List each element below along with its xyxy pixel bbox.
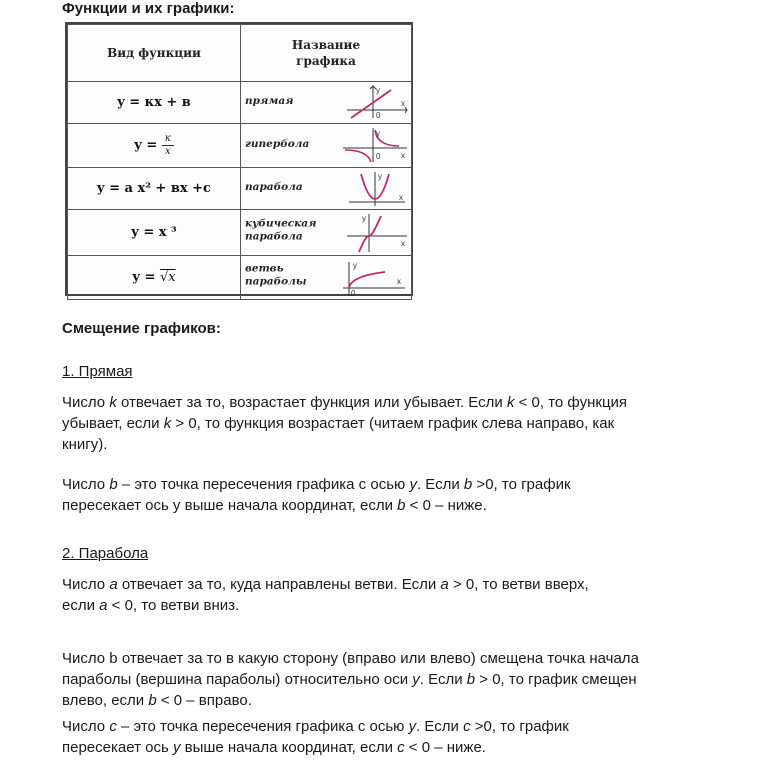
col1-header: Вид функции [68, 25, 241, 82]
axis-x-label: x [401, 99, 405, 108]
formula-parabola: y = a x² + вx +c [68, 168, 241, 210]
axis-zero-label: 0 [376, 111, 381, 120]
name-cell [241, 168, 412, 210]
parabola-graph-icon [339, 170, 409, 208]
axis-y-label: y [362, 214, 366, 223]
formula-cubic: y = x ³ [68, 210, 241, 256]
graph-name-branch-line2: параболы [245, 274, 307, 287]
table-header-row [68, 25, 412, 82]
graph-name-line: прямая [245, 94, 294, 107]
name-cell [241, 82, 412, 124]
axis-x-label: x [397, 277, 401, 286]
sqrt-graph-icon [339, 258, 409, 298]
axis-zero-label: 0 [351, 289, 356, 298]
axis-zero-label: 0 [376, 152, 381, 161]
table-row [68, 168, 412, 210]
name-cell [241, 124, 412, 168]
axis-x-label: x [399, 193, 403, 202]
graph-name-cubic-line2: парабола [245, 229, 303, 242]
table-row [68, 82, 412, 124]
axis-y-label: y [353, 261, 357, 270]
graph-name-cubic-line1: кубическая [245, 216, 317, 229]
formula-lead: y = [132, 270, 156, 285]
cubic-graph-icon [339, 212, 409, 254]
parabola-paragraph-1: Число a отвечает за то, куда направлены ветви. Если a > 0, то ветви вверх, если a < 0, то ветви вниз. [62, 576, 589, 614]
page-title: Функции и их графики: [62, 0, 235, 17]
axis-y-label: y [376, 129, 380, 138]
col2-header-line1: Название [291, 38, 361, 52]
graph-name-parabola: парабола [245, 180, 303, 193]
formula-hyperbola [68, 124, 241, 168]
table-row [68, 124, 412, 168]
parabola-paragraph-3: Число c – это точка пересечения графика с осью у. Если c >0, то график пересекает ось у выше начала координат, если c < 0 – ниже. [62, 718, 569, 756]
line-paragraph-1: Число k отвечает за то, возрастает функция или убывает. Если k < 0, то функция убывает, если k > 0, то функция возрастает (читаем график слева направо, как книгу). [62, 394, 628, 453]
parabola-section-heading: 2. Парабола [62, 545, 149, 562]
shift-section-title: Смещение графиков: [62, 320, 221, 337]
fraction-denominator: x [164, 146, 171, 157]
axis-y-label: y [376, 86, 380, 95]
fraction-numerator: к [162, 133, 174, 146]
name-cell [241, 256, 412, 300]
name-cell [241, 210, 412, 256]
formula-lead: y = [134, 138, 158, 153]
graph-name-branch-line1: ветвь [245, 261, 284, 274]
formula-sqrt [68, 256, 241, 300]
graph-name-branch [245, 262, 345, 288]
formula-linear: y = кx + в [68, 82, 241, 124]
line-graph-icon [339, 84, 409, 120]
fraction [162, 133, 174, 158]
line-paragraph-2: Число b – это точка пересечения графика с осью у. Если b >0, то график пересекает ось у выше начала координат, если b < 0 – ниже. [62, 476, 571, 514]
hyperbola-graph-icon [339, 126, 409, 164]
functions-table [65, 22, 413, 296]
axis-x-label: x [401, 151, 405, 160]
graph-name-hyperbola: гипербола [245, 137, 310, 150]
col2-header [241, 25, 412, 82]
table-row [68, 210, 412, 256]
graph-name-cubic [245, 217, 345, 243]
table-row [68, 256, 412, 300]
line-section-heading: 1. Прямая [62, 363, 133, 380]
parabola-paragraph-2: Число b отвечает за то в какую сторону (вправо или влево) смещена точка начала параболы (вершина параболы) относительно оси у. Если b > 0, то график смещен влево, если b < 0 – вправо. [62, 650, 639, 709]
axis-x-label: x [401, 239, 405, 248]
col2-header-line2: графика [296, 54, 356, 68]
axis-y-label: y [378, 172, 382, 181]
sqrt-expression: √x [159, 270, 176, 285]
